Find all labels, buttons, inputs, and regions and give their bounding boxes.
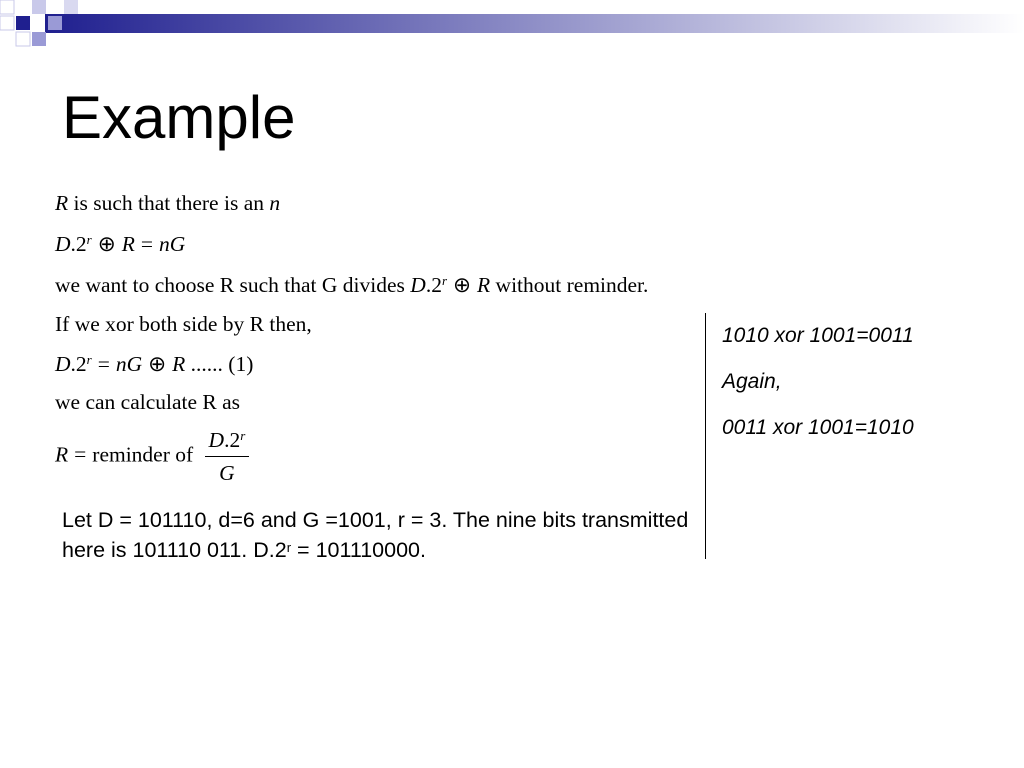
paragraph-exp-r: r xyxy=(286,540,292,555)
var-nG: nG xyxy=(159,232,186,256)
var-R: R xyxy=(172,352,186,376)
two: .2 xyxy=(70,352,87,376)
text: we want to choose R such that G divides xyxy=(55,273,411,297)
var-D: D xyxy=(55,352,71,376)
two: .2 xyxy=(425,273,442,297)
text: ...... (1) xyxy=(185,352,254,376)
header-gradient-bar xyxy=(45,14,1024,33)
xor-symbol: ⊕ xyxy=(453,273,472,297)
paragraph-text-end: = 101110000. xyxy=(291,538,426,562)
slide-title: Example xyxy=(62,84,296,151)
header-decoration xyxy=(0,0,1024,60)
deco-square xyxy=(32,32,46,46)
example-paragraph xyxy=(62,505,702,565)
math-line-6 xyxy=(55,389,240,415)
exp-r: r xyxy=(86,352,92,367)
var-R: R xyxy=(55,442,69,467)
deco-square xyxy=(48,16,62,30)
two: .2 xyxy=(224,428,241,452)
xor-symbol: ⊕ xyxy=(97,232,116,256)
text: reminder of xyxy=(92,442,194,467)
math-line-3 xyxy=(55,272,648,298)
text: If we xor both side by R then, xyxy=(55,312,312,336)
math-line-5 xyxy=(55,351,253,377)
var-R: R xyxy=(55,191,69,215)
var-D: D xyxy=(208,428,225,452)
var-n: n xyxy=(269,191,281,215)
equals: = xyxy=(140,232,154,256)
math-line-1 xyxy=(55,190,280,216)
deco-square xyxy=(64,0,78,14)
exp-r: r xyxy=(240,428,246,443)
var-D: D xyxy=(55,232,71,256)
equals: = xyxy=(97,352,110,376)
var-G: G xyxy=(219,461,235,485)
var-nG: nG xyxy=(115,352,143,376)
two: .2 xyxy=(70,232,87,256)
text: without reminder. xyxy=(490,273,649,297)
text: we can calculate R as xyxy=(55,390,241,414)
deco-square xyxy=(0,16,14,30)
vertical-divider xyxy=(705,313,706,559)
math-line-7 xyxy=(55,428,249,485)
var-R: R xyxy=(477,273,491,297)
deco-square xyxy=(16,32,30,46)
fraction-denominator xyxy=(205,457,250,485)
math-line-4 xyxy=(55,311,312,337)
again-label: Again, xyxy=(722,370,782,393)
var-R: R xyxy=(121,232,135,256)
paragraph-text: Let D = 101110, d=6 and G =1001, r = 3. The nine bits transmitted here is 101110 011. D.2 xyxy=(62,508,689,562)
var-D: D xyxy=(410,273,426,297)
math-line-2 xyxy=(55,231,185,257)
deco-square xyxy=(32,0,46,14)
fraction-numerator xyxy=(205,428,250,457)
xor-result-2: 0011 xor 1001=1010 xyxy=(722,416,914,439)
xor-symbol: ⊕ xyxy=(148,352,167,376)
exp-r: r xyxy=(86,232,92,247)
exp-r: r xyxy=(441,273,448,288)
xor-result-1: 1010 xor 1001=0011 xyxy=(722,324,914,347)
equals: = xyxy=(74,442,87,467)
fraction xyxy=(205,428,250,485)
text: is such that there is an xyxy=(68,191,270,215)
deco-square xyxy=(16,16,30,30)
deco-square xyxy=(0,0,14,14)
